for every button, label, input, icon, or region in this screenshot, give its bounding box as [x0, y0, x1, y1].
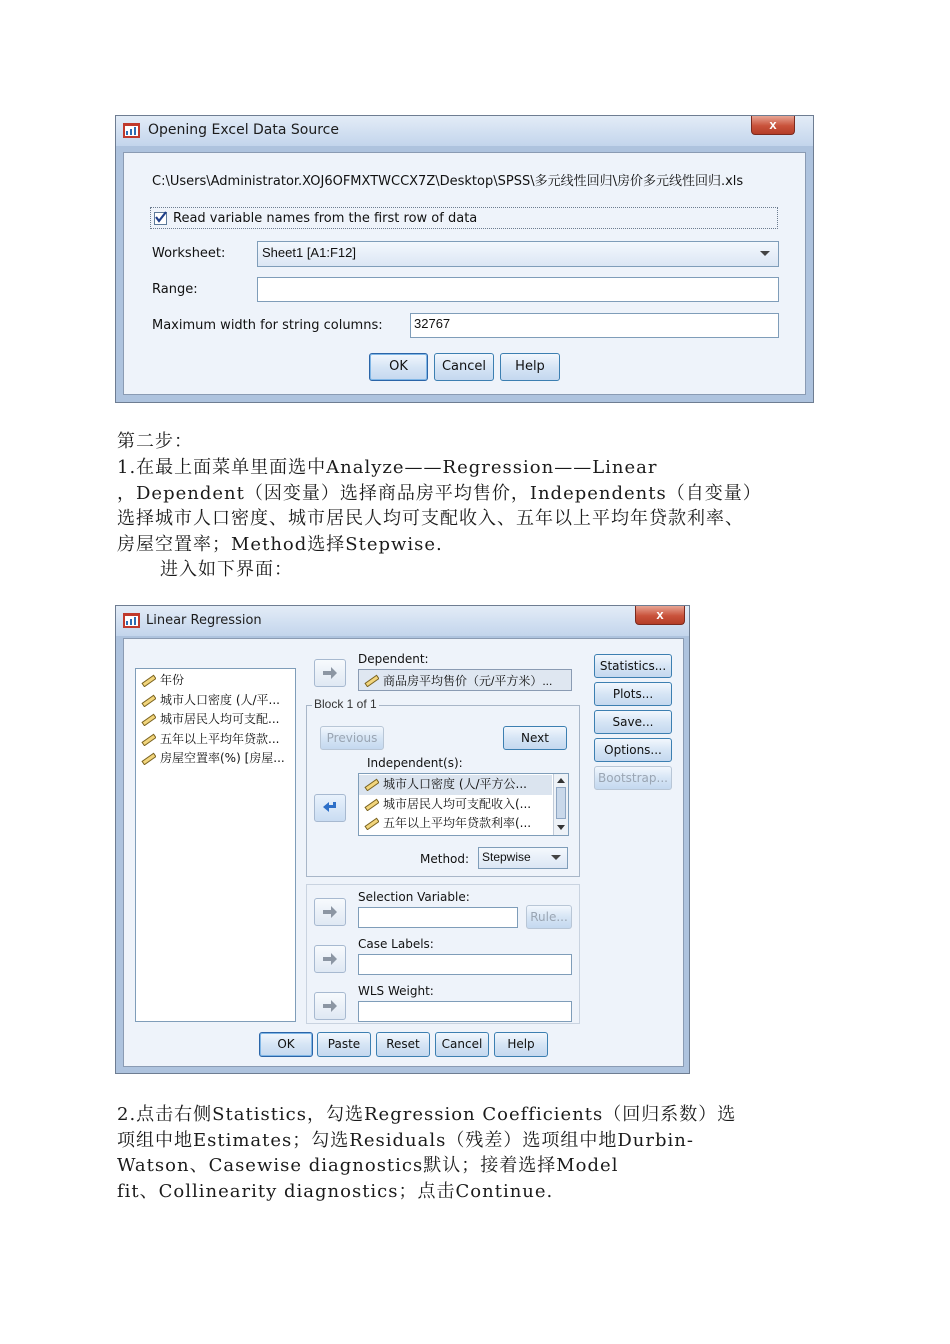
- list-item[interactable]: 年份: [136, 671, 295, 691]
- cancel-button[interactable]: Cancel: [435, 1032, 489, 1057]
- file-path-text: C:\Users\Administrator.XOJ6OFMXTWCCX7Z\Desktop\SPSS\多元线性回归\房价多元线性回归.xls: [152, 174, 744, 189]
- paste-button[interactable]: Paste: [317, 1032, 371, 1057]
- reset-button[interactable]: Reset: [376, 1032, 430, 1057]
- list-item[interactable]: 五年以上平均年贷款利率(...: [359, 814, 552, 834]
- help-button[interactable]: Help: [500, 353, 560, 381]
- method-label: Method:: [420, 852, 470, 866]
- independents-list[interactable]: [358, 773, 569, 836]
- step-instruction-line: ，Dependent（因变量）选择商品房平均售价，Independents（自变量）: [117, 483, 762, 504]
- bootstrap-button[interactable]: Bootstrap...: [594, 766, 672, 790]
- block-label: Block 1 of 1: [314, 697, 377, 711]
- options-button[interactable]: Options...: [594, 738, 672, 762]
- scale-ruler-icon: [141, 752, 156, 765]
- arrow-right-icon: [322, 999, 338, 1013]
- selection-variable-field[interactable]: [358, 907, 518, 928]
- scroll-down-icon[interactable]: [557, 825, 565, 830]
- chevron-down-icon: [551, 855, 561, 860]
- move-to-independents-button[interactable]: [314, 794, 346, 822]
- dependent-label: Dependent:: [358, 652, 429, 666]
- move-to-wls-button[interactable]: [314, 992, 346, 1020]
- statistics-button[interactable]: Statistics...: [594, 654, 672, 678]
- step-instruction-line: 项组中地Estimates；勾选Residuals（残差）选项组中地Durbin-: [117, 1130, 694, 1151]
- scroll-thumb[interactable]: [556, 787, 566, 819]
- range-label: Range:: [152, 282, 198, 297]
- next-button[interactable]: Next: [503, 726, 567, 750]
- list-item[interactable]: 房屋空置率(%) [房屋...: [136, 749, 295, 769]
- ok-button[interactable]: OK: [259, 1032, 313, 1057]
- chevron-down-icon: [760, 251, 770, 256]
- case-labels-field[interactable]: [358, 954, 572, 975]
- cancel-button[interactable]: Cancel: [434, 353, 494, 381]
- step-two-heading: 第二步：: [117, 431, 193, 452]
- independents-label: Independent(s):: [367, 756, 463, 770]
- arrow-right-icon: [322, 952, 338, 966]
- rule-button[interactable]: Rule...: [526, 905, 572, 929]
- dialog-title: Linear Regression: [146, 613, 262, 628]
- scale-ruler-icon: [364, 778, 379, 791]
- list-item[interactable]: 城市居民人均可支配收入(...: [359, 795, 552, 815]
- scale-ruler-icon: [364, 817, 379, 830]
- method-select[interactable]: [478, 847, 568, 869]
- arrow-left-icon: [322, 801, 338, 815]
- wls-weight-label: WLS Weight:: [358, 984, 434, 998]
- list-item[interactable]: 城市人口密度 (人/平...: [136, 691, 295, 711]
- scale-ruler-icon: [364, 674, 379, 687]
- move-to-selection-button[interactable]: [314, 898, 346, 926]
- list-item[interactable]: 城市居民人均可支配...: [136, 710, 295, 730]
- step-instruction-line: 选择城市人口密度、城市居民人均可支配收入、五年以上平均年贷款利率、: [117, 508, 744, 529]
- scale-ruler-icon: [141, 674, 156, 687]
- dialog-client-area: [123, 638, 684, 1067]
- step-instruction-line: 房屋空置率；Method选择Stepwise.: [117, 534, 443, 555]
- list-item[interactable]: 五年以上平均年贷款...: [136, 730, 295, 750]
- checkmark-icon: [154, 211, 167, 224]
- worksheet-value: Sheet1 [A1:F12]: [262, 245, 356, 260]
- scale-ruler-icon: [141, 713, 156, 726]
- selection-variable-label: Selection Variable:: [358, 890, 470, 904]
- spss-app-icon: [123, 123, 140, 138]
- read-names-label: Read variable names from the first row of data: [173, 211, 478, 226]
- read-names-checkbox[interactable]: [154, 212, 167, 225]
- title-bar[interactable]: [116, 606, 689, 636]
- step-instruction-line: 进入如下界面：: [160, 559, 293, 580]
- step-instruction-line: 1.在最上面菜单里面选中Analyze——Regression——Linear: [117, 457, 658, 478]
- scale-ruler-icon: [141, 733, 156, 746]
- previous-button[interactable]: Previous: [320, 726, 384, 750]
- max-width-label: Maximum width for string columns:: [152, 318, 383, 333]
- range-input[interactable]: [257, 277, 779, 302]
- ok-button[interactable]: OK: [369, 353, 428, 381]
- spss-app-icon: [123, 613, 140, 628]
- dialog-client-area: [123, 152, 806, 395]
- dialog-title: Opening Excel Data Source: [148, 122, 339, 138]
- help-button[interactable]: Help: [494, 1032, 548, 1057]
- worksheet-label: Worksheet:: [152, 246, 226, 261]
- arrow-right-icon: [322, 666, 338, 680]
- excel-source-dialog: [115, 115, 814, 403]
- title-bar[interactable]: [116, 116, 813, 146]
- move-to-dependent-button[interactable]: [314, 659, 346, 687]
- scrollbar[interactable]: [553, 774, 568, 835]
- worksheet-select[interactable]: [257, 241, 779, 267]
- scale-ruler-icon: [141, 694, 156, 707]
- max-width-input[interactable]: 32767: [410, 313, 779, 338]
- list-item[interactable]: 城市人口密度 (人/平方公...: [359, 775, 552, 795]
- scroll-up-icon[interactable]: [557, 778, 565, 783]
- step-instruction-line: fit、Collinearity diagnostics；点击Continue.: [117, 1181, 554, 1202]
- dependent-field[interactable]: 商品房平均售价（元/平方米）...: [358, 669, 572, 691]
- case-labels-label: Case Labels:: [358, 937, 434, 951]
- step-instruction-line: 2.点击右侧Statistics，勾选Regression Coefficients（回归系数）选: [117, 1104, 737, 1125]
- plots-button[interactable]: Plots...: [594, 682, 672, 706]
- close-button[interactable]: x: [635, 606, 685, 625]
- scale-ruler-icon: [364, 798, 379, 811]
- wls-weight-field[interactable]: [358, 1001, 572, 1022]
- close-button[interactable]: x: [751, 116, 795, 135]
- arrow-right-icon: [322, 905, 338, 919]
- method-value: Stepwise: [482, 850, 531, 864]
- move-to-case-labels-button[interactable]: [314, 945, 346, 973]
- step-instruction-line: Watson、Casewise diagnostics默认；接着选择Model: [117, 1155, 619, 1176]
- variable-source-list[interactable]: [135, 668, 296, 1022]
- save-button[interactable]: Save...: [594, 710, 672, 734]
- linear-regression-dialog: [115, 605, 690, 1074]
